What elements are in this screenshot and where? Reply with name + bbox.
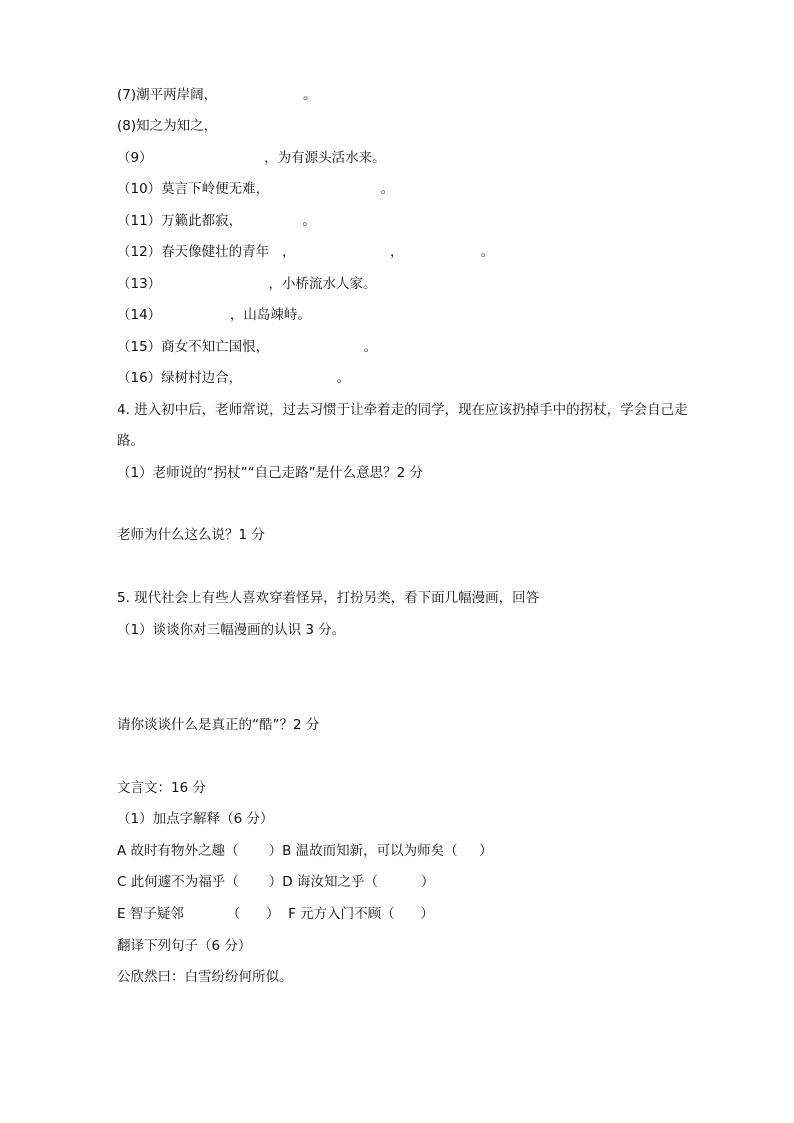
explain-c-d: C 此何遽不为福乎（ ）D 诲汝知之乎（ ） [117,874,435,890]
fill-blank-11: （11）万籁此都寂， 。 [117,213,316,229]
question-4-part-2: 老师为什么这么说？1 分 [117,527,265,543]
translate-heading: 翻译下列句子（6 分） [117,938,252,954]
fill-blank-8: (8)知之为知之， [117,118,218,134]
fill-blank-13: （13） ，小桥流水人家。 [117,276,377,292]
question-4-stem: 4. 进入初中后，老师常说，过去习惯于让牵着走的同学，现在应该扔掉手中的拐杖，学会自己走 [117,402,688,418]
classical-part-1: （1）加点字解释（6 分） [117,811,274,827]
explain-a-b: A 故时有物外之趣（ ）B 温故而知新，可以为师矣（ ） [117,843,493,859]
fill-blank-16: （16）绿树村边合， 。 [117,370,351,386]
explain-e-f: E 智子疑邻 （ ） F 元方入门不顾（ ） [117,906,434,922]
question-5-part-1: （1）谈谈你对三幅漫画的认识 3 分。 [117,622,346,638]
fill-blank-7: (7)潮平两岸阔， 。 [117,87,317,103]
question-5-part-2: 请你谈谈什么是真正的“酷”？2 分 [117,717,320,733]
fill-blank-14: （14） ，山岛竦峙。 [117,307,311,323]
classical-chinese-heading: 文言文：16 分 [117,780,206,796]
question-4-stem-cont: 路。 [117,433,144,449]
fill-blank-12: （12）春天像健壮的青年 ， ， 。 [117,244,495,260]
fill-blank-9: （9） ，为有源头活水来。 [117,150,386,166]
question-4-part-1: （1）老师说的“拐杖”“自己走路”是什么意思？2 分 [117,465,423,481]
fill-blank-15: （15）商女不知亡国恨， 。 [117,339,378,355]
fill-blank-10: （10）莫言下岭便无难， 。 [117,181,395,197]
translate-sentence: 公欣然曰：白雪纷纷何所似。 [117,969,293,985]
question-5-stem: 5. 现代社会上有些人喜欢穿着怪异，打扮另类，看下面几幅漫画，回答 [117,590,540,606]
